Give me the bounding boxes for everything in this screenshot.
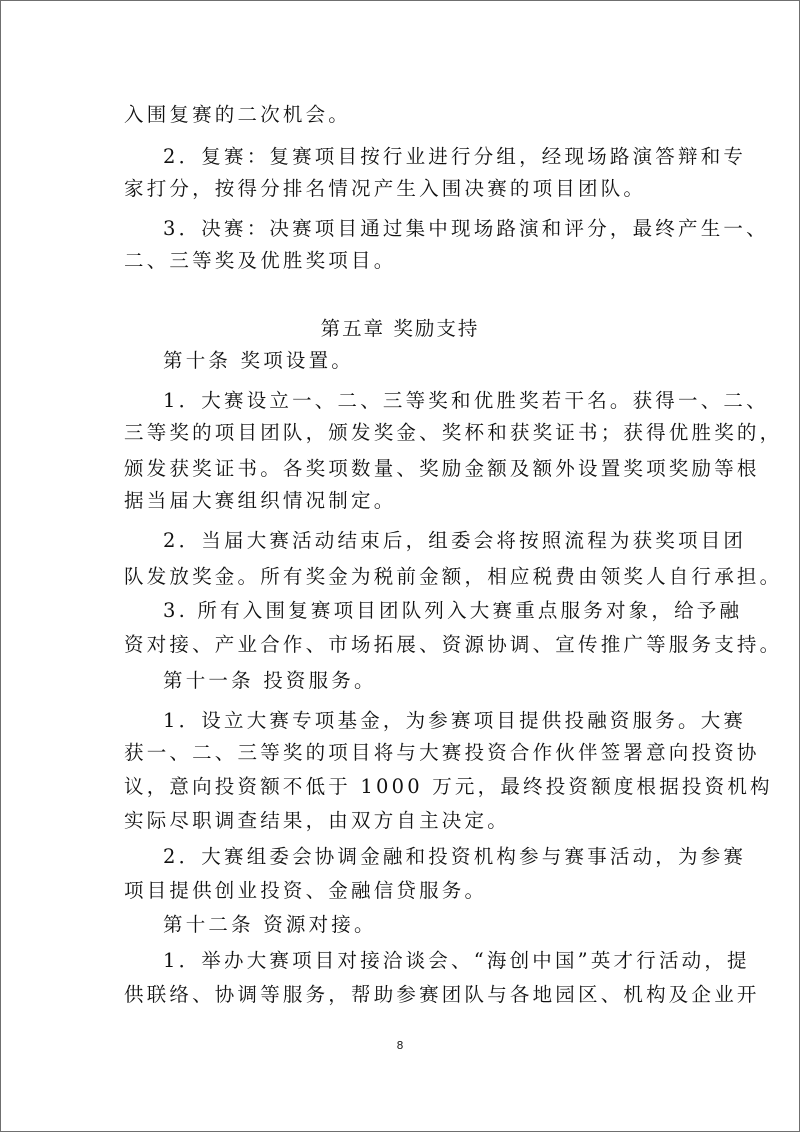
text-line: 供联络、协调等服务，帮助参赛团队与各地园区、机构及企业开: [124, 983, 760, 1006]
text-line: 获一、二、三等奖的项目将与大赛投资合作伙伴签署意向投资协: [124, 741, 760, 764]
text-line: 2．当届大赛活动结束后，组委会将按照流程为获奖项目团: [163, 529, 747, 552]
text-line: 家打分，按得分排名情况产生入围决赛的项目团队。: [124, 177, 647, 200]
text-line: 1．设立大赛专项基金，为参赛项目提供投融资服务。大赛: [163, 709, 747, 732]
article-heading: 第十一条 投资服务。: [163, 669, 377, 692]
text-line: 议，意向投资额不低于 1000 万元，最终投资额度根据投资机构: [124, 775, 773, 798]
page-number: 8: [396, 1039, 404, 1052]
article-heading: 第十条 奖项设置。: [163, 349, 354, 372]
text-line: 队发放奖金。所有奖金为税前金额，相应税费由领奖人自行承担。: [124, 565, 783, 588]
text-line: 项目提供创业投资、金融信贷服务。: [124, 879, 488, 902]
text-line: 三等奖的项目团队，颁发奖金、奖杯和获奖证书；获得优胜奖的，: [124, 421, 783, 444]
text-line: 3. 所有入围复赛项目团队列入大赛重点服务对象，给予融: [163, 599, 743, 622]
text-line: 入围复赛的二次机会。: [124, 103, 352, 126]
text-line: 2．复赛：复赛项目按行业进行分组，经现场路演答辩和专: [163, 145, 747, 168]
chapter-heading: 第五章 奖励支持: [320, 317, 480, 340]
text-line: 资对接、产业合作、市场拓展、资源协调、宣传推广等服务支持。: [124, 633, 783, 656]
text-line: 二、三等奖及优胜奖项目。: [124, 249, 397, 272]
text-line: 1．举办大赛项目对接洽谈会、“海创中国”英才行活动，提: [163, 949, 750, 972]
article-heading: 第十二条 资源对接。: [163, 913, 377, 936]
text-line: 实际尽职调查结果，由双方自主决定。: [124, 809, 510, 832]
text-line: 2．大赛组委会协调金融和投资机构参与赛事活动，为参赛: [163, 845, 747, 868]
text-line: 3．决赛：决赛项目通过集中现场路演和评分，最终产生一、: [163, 217, 769, 240]
text-line: 颁发获奖证书。各奖项数量、奖励金额及额外设置奖项奖励等根: [124, 457, 760, 480]
text-line: 据当届大赛组织情况制定。: [124, 489, 397, 512]
text-line: 1．大赛设立一、二、三等奖和优胜奖若干名。获得一、二、: [163, 389, 769, 412]
